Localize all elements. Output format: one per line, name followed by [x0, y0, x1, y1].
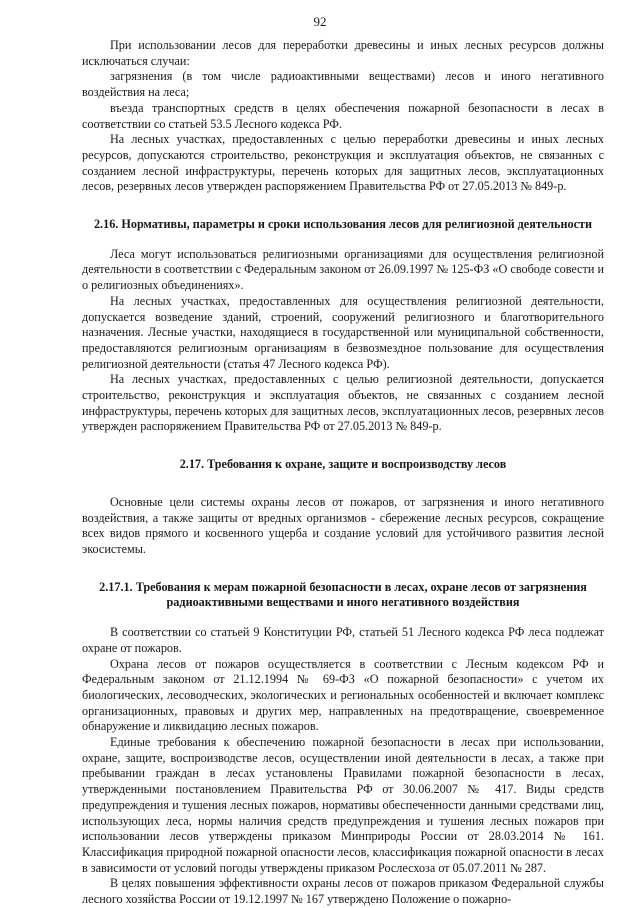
paragraph: загрязнения (в том числе радиоактивными веществами) лесов и иного негативного воздействия на леса; — [82, 69, 604, 100]
paragraph: На лесных участках, предоставленных с целью религиозной деятельности, допускается строительство, реконструкция и эксплуатация объектов, не связанных с созданием лесной инфраструктуры, перечень которых для защитных лесов, эксплуатационных лесов, резервных лесов утвержден распоряжением Правительства РФ от 27.05.2013 № 849-р. — [82, 372, 604, 434]
paragraph: На лесных участках, предоставленных с целью переработки древесины и иных лесных ресурсов, допускаются строительство, реконструкция и эксплуатация объектов, не связанных с созданием лесной инфраструктуры, перечень которых для защитных лесов, эксплуатационных лесов, резервных лесов утвержден распоряжением Правительства РФ от 27.05.2013 № 849-р. — [82, 132, 604, 194]
paragraph: Охрана лесов от пожаров осуществляется в соответствии с Лесным кодексом РФ и Федеральным законом от 21.12.1994 № 69-ФЗ «О пожарной безопасности» с учетом их биологических, лесоводческих, экологических и региональных особенностей и включает комплекс организационных, правовых и других мер, направленных на предотвращение, своевременное обнаружение и ликвидацию лесных пожаров. — [82, 656, 604, 734]
section-heading: 2.17.1. Требования к мерам пожарной безопасности в лесах, охране лесов от загрязнения радиоактивными веществами и иного негативного воздействия — [99, 579, 587, 610]
paragraph: Леса могут использоваться религиозными организациями для осуществления религиозной деятельности в соответствии с Федеральным законом от 26.09.1997 № 125-ФЗ «О свободе совести и о религиозных объединениях». — [82, 246, 604, 293]
page-number: 92 — [313, 14, 327, 29]
paragraph: въезда транспортных средств в целях обеспечения пожарной безопасности в лесах в соответствии со статьей 53.5 Лесного кодекса РФ. — [82, 100, 604, 131]
paragraph: В целях повышения эффективности охраны лесов от пожаров приказом Федеральной службы лесного хозяйства России от 19.12.1997 № 167 утверждено Положение о пожарно- — [82, 876, 604, 907]
paragraph: При использовании лесов для переработки древесины и иных лесных ресурсов должны исключаться случаи: — [82, 38, 604, 68]
paragraph: На лесных участках, предоставленных для осуществления религиозной деятельности, допускается возведение зданий, строений, сооружений религиозного и благотворительного назначения. Лесные участки, находящиеся в государственной или муниципальной собственности, предоставляются религиозным организациям в безвозмездное пользование для осуществления религиозной деятельности (статья 47 Лесного кодекса РФ). — [82, 293, 604, 371]
paragraph: Единые требования к обеспечению пожарной безопасности в лесах при использовании, охране, защите, воспроизводстве лесов, осуществлении иной деятельности в лесах, а также при пребывании граждан в лесах установлены Правилами пожарной безопасности в лесах, утвержденными постановлением Правительства РФ от 30.06.2007 № 417. Виды средств предупреждения и тушения лесных пожаров, нормативы обеспеченности данными средствами лиц, использующих леса, нормы наличия средств предупреждения и тушения лесных пожаров при использовании лесов утверждены приказом Минприроды России от 28.03.2014 № 161. Классификация природной пожарной опасности лесов, классификация пожарной опасности в лесах в зависимости от условий погоды утверждены приказом Рослесхоза от 05.07.2011 № 287. — [82, 735, 604, 875]
section-heading: 2.16. Нормативы, параметры и сроки использования лесов для религиозной деятельности — [93, 217, 593, 232]
paragraph: Основные цели системы охраны лесов от пожаров, от загрязнения и иного негативного воздействия, а также защиты от вредных организмов - сбережение лесных ресурсов, сокращение всех видов прямого и косвенного ущерба и создание условий для устойчивого развития лесной экосистемы. — [82, 494, 604, 556]
section-heading: 2.17. Требования к охране, защите и воспроизводству лесов — [179, 457, 507, 472]
document-body — [82, 38, 604, 908]
paragraph: В соответствии со статьей 9 Конституции РФ, статьей 51 Лесного кодекса РФ леса подлежат охране от пожаров. — [82, 625, 604, 655]
